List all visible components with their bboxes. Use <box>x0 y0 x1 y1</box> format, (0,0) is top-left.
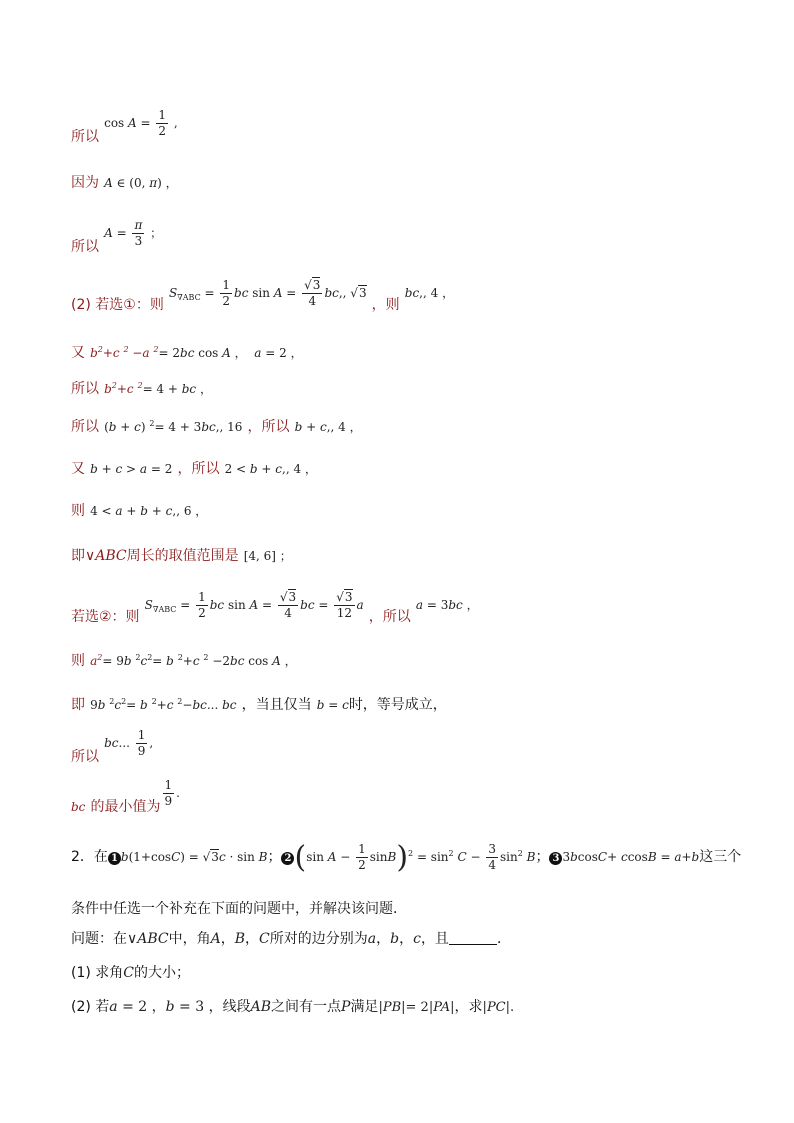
math-expression: bc,, 4 ， <box>404 286 455 300</box>
math-expression: A ∈ (0, π) ， <box>104 176 178 190</box>
text-body: 周长的取值范围是 <box>126 548 239 564</box>
line-inequality <box>71 694 447 714</box>
problem-text: 条件中任选一个补充在下面的问题中，并解决该问题． <box>71 901 407 917</box>
line-range <box>71 172 178 192</box>
math-expression: A = $\frac{\pi}{3}$ ； <box>104 218 163 248</box>
problem-2-conditions: 2．在 1 b(1+cosC) = √3c · sin B； 2 (sin A − $\frac{1}{2}$ $\sin B)^2 = \sin^2 C$ − $\frac{3}{4}$ $\sin^2 B$； 3 3bcosC+ ccosB = a+b这三个 <box>71 840 742 875</box>
line-min-value: $_{bc}$ 的最小值为 $\frac{1}{9}$ . <box>71 778 180 815</box>
math-expression: $b^2+c$ $^2$ <box>104 381 143 396</box>
math-expression: $b^2+c$ $^2$ −a $^2$ <box>90 345 159 360</box>
math-expression: [4, 6] ； <box>243 549 292 563</box>
math-expression: 2 < b + c,, 4 ， <box>224 462 317 476</box>
math-expression: a = 3bc ， <box>415 598 479 612</box>
line-bounds <box>71 458 317 478</box>
text-then: ，则 <box>371 297 400 313</box>
line-perimeter-range: 即∨ABC周长的取值范围是 [4, 6] ； <box>71 548 292 564</box>
math-expression: 4 < a + b + c,, 6 ， <box>90 504 208 518</box>
problem-2-part2: (2) 若a = 2 ，b = 3 ，线段AB之间有一点P满足|PB|= 2|PA|，求|PC|. <box>71 999 515 1015</box>
math-expression: $S_{\nabla ABC}$ = $\frac{1}{2}$ bc sin A = $\frac{√3}{4}$ bc = $\frac{√3}{12}$ a <box>144 590 364 620</box>
text-label: 所以 <box>71 129 99 145</box>
line-a-squared: 则 $a^2= 9b$ $^2c^2= b$ $^2$+c $^2$ −2bc cos A ， <box>71 653 297 669</box>
text-label: 即 <box>71 697 85 713</box>
line-perimeter <box>71 500 207 520</box>
text-label: 则 <box>71 653 85 669</box>
math-expression: (b + c) $^2$= 4 + 3bc,, 16 <box>104 419 243 434</box>
text-body: ，当且仅当 <box>241 697 312 713</box>
math-expression: $S_{\nabla ABC}$ = $\frac{1}{2}$ bc sin A = $\frac{√3}{4}$ bc,, √3 <box>168 278 367 308</box>
line-choose-1 <box>71 278 454 314</box>
text-label: 因为 <box>71 175 99 191</box>
problem-tail: 这三个 <box>699 849 742 865</box>
math-expression: b = c <box>316 698 349 712</box>
text-label: (2) 若选①：则 <box>71 297 164 313</box>
math-expression: $a^2$ <box>90 653 103 668</box>
text-label: 所以 <box>71 749 99 765</box>
line-cosine-law: 又 $b^2+c$ $^2$ −a $^2$= 2bc cos A ， a = 2 ， <box>71 345 303 361</box>
text-label: 所以 <box>71 419 99 435</box>
text-label: 又 <box>71 461 85 477</box>
line-square-sum <box>71 416 362 436</box>
text-mid: ，所以 <box>247 419 290 435</box>
text-then: ，所以 <box>368 609 411 625</box>
math-expression: cos A = $\frac{1}{2}$ , <box>104 108 178 138</box>
text-label: 所以 <box>71 239 99 255</box>
text-label: 所以 <box>71 381 99 397</box>
math-expression: bc... $\frac{1}{9}$ , <box>104 728 154 758</box>
text-mid: ，所以 <box>177 461 220 477</box>
math-expression: $\frac{1}{9}$ . <box>164 778 180 808</box>
problem-2-line3: 问题：在∨ABC中，角A，B，C所对的边分别为a，b，c，且 ． <box>71 931 511 947</box>
math-expression: 9b $^2c^2= b$ $^2$+c $^2$−bc... bc <box>90 697 237 712</box>
text-body: 的最小值为 <box>90 799 161 815</box>
line-A-value <box>71 218 162 256</box>
text-label: 又 <box>71 345 85 361</box>
text-label: 若选②：则 <box>71 609 140 625</box>
problem-2-line2 <box>71 898 407 918</box>
answer-blank[interactable] <box>449 932 497 945</box>
line-sum-squares: 所以 $b^2+c$ $^2$= 4 + bc ， <box>71 381 212 397</box>
text-label: 即 <box>71 548 85 564</box>
math-expression: b + c > a = 2 <box>90 462 173 476</box>
math-expression: b + c,, 4 ， <box>294 420 362 434</box>
line-cosA <box>71 108 178 146</box>
text-end: 时，等号成立， <box>348 697 447 713</box>
line-bc-bound <box>71 728 153 766</box>
line-choose-2 <box>71 590 479 626</box>
problem-2-part1: (1) 求角C的大小； <box>71 965 190 981</box>
problem-number: 2．在 <box>71 849 108 865</box>
text-label: 则 <box>71 503 85 519</box>
